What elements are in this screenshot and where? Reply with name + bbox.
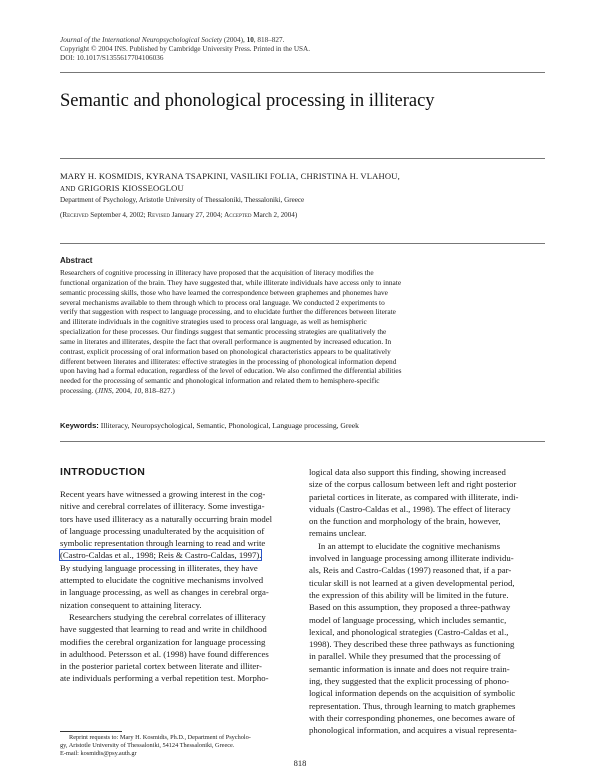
keywords: Keywords: Illiteracy, Neuropsychological, Semantic, Phonological, Language processing, Greek — [60, 421, 359, 430]
submission-dates: (Received September 4, 2002; Revised January 27, 2004; Accepted March 2, 2004) — [60, 211, 298, 219]
affiliation: Department of Psychology, Aristotle University of Thessaloniki, Thessaloniki, Greece — [60, 196, 305, 204]
abstract-line: semantic processing skills, those who have learned the correspondence between graphemes and phonemes have — [60, 287, 388, 297]
journal-citation: Journal of the International Neuropsychological Society (2004), 10, 818–827. — [60, 36, 285, 44]
abstract-line: contrast, explicit processing of oral information based on phonological characteristics appears to be qualitatively — [60, 346, 391, 356]
copyright-line: Copyright © 2004 INS. Published by Cambridge University Press. Printed in the USA. — [60, 45, 311, 53]
footnote — [60, 734, 251, 758]
abstract-heading: Abstract — [60, 256, 93, 265]
text-line: symbolic representation through learning to read and write — [60, 538, 266, 549]
authors-line-2: AND GRIGORIS KIOSSEOGLOU — [60, 183, 184, 193]
text-line: Researchers studying the cerebral correlates of illiteracy — [69, 611, 266, 622]
footnote-line: Reprint requests to: Mary H. Kosmidis, Ph.D., Department of Psycholo- — [69, 734, 251, 741]
text-line: in adulthood. Petersson et al. (1998) have found differences — [60, 648, 269, 659]
abstract-body — [60, 268, 545, 396]
abstract-rule — [60, 243, 545, 244]
abstract-line: functional organization of the brain. They have suggested that, while illiterate individuals have access only to innate — [60, 277, 402, 287]
text-line: in language processing, as well as changes in cerebral orga- — [60, 587, 269, 598]
text-line: als, Reis and Castro-Caldas (1997) reasoned that, if a par- — [309, 565, 512, 576]
text-line: ate individuals performing a verbal repetition test. Morpho- — [60, 673, 269, 684]
footnote-rule — [60, 731, 122, 732]
text-line: size of the corpus callosum between left and right posterior — [309, 479, 517, 490]
text-line: in the posterior parietal cortex between literate and illiter- — [60, 661, 262, 672]
journal-name: Journal of the International Neuropsychological Society — [60, 36, 223, 44]
abstract-line: Researchers of cognitive processing in illiteracy have proposed that the acquisition of literacy modifies the — [60, 268, 374, 277]
article-title: Semantic and phonological processing in illiteracy — [60, 91, 435, 111]
citation-link[interactable]: (Castro-Caldas et al., 1998; Reis & Castro-Caldas, 1997). — [60, 550, 262, 561]
abstract-line: verify that suggestion with respect to language processing, and to elucidate further the differences between literate — [60, 307, 396, 317]
text-line: viduals (Castro-Caldas et al., 1998). The effect of literacy — [309, 503, 511, 514]
abstract-line: processing. (JINS, 2004, 10, 818–827.) — [60, 386, 175, 396]
text-line: 1998). They described these three pathways as functioning — [309, 639, 515, 650]
abstract-line: needed for the processing of semantic and phonological information and related them to hemisphere-specific — [60, 376, 380, 386]
text-line: logical data also support this finding, showing increased — [309, 467, 506, 477]
text-line: with their corresponding phonemes, one becomes aware of — [309, 712, 516, 723]
text-line: tors have used illiteracy as a naturally occurring brain model — [60, 513, 273, 524]
text-line: remains unclear. — [309, 528, 367, 539]
text-line: Based on this assumption, they proposed a three-pathway — [309, 602, 511, 613]
text-line: phonological information, and acquires a visual representa- — [309, 725, 517, 736]
keywords-rule — [60, 441, 545, 442]
abstract-line: same in literates and illiterates, despite the fact that overall performance is augmented by increased education. In — [60, 336, 392, 346]
introduction-heading: INTRODUCTION — [60, 466, 146, 478]
top-rule — [60, 72, 545, 73]
text-line: model of language processing, which includes semantic, — [309, 614, 507, 625]
right-column — [309, 466, 547, 737]
abstract-line: several mechanisms available to them through which to process oral language. We conducted 2 experiments to — [60, 297, 385, 307]
keywords-label: Keywords: — [60, 421, 99, 430]
text-line: nitive and cerebral correlates of illiteracy. Some investiga- — [60, 501, 265, 512]
title-rule — [60, 158, 545, 159]
text-line: attempted to elucidate the cognitive mechanisms involved — [60, 575, 264, 586]
authors-line-1: MARY H. KOSMIDIS, KYRANA TSAPKINI, VASILIKI FOLIA, CHRISTINA H. VLAHOU, — [60, 171, 400, 181]
footnote-line: E-mail: kosmidis@psy.auth.gr — [60, 750, 137, 757]
text-line: In an attempt to elucidate the cognitive mechanisms — [318, 540, 500, 551]
footnote-line: gy, Aristotle University of Thessaloniki, 54124 Thessaloniki, Greece. — [60, 742, 235, 749]
text-line: on the function and morphology of the brain, however, — [309, 516, 501, 527]
text-line: have suggested that learning to read and write in childhood — [60, 624, 267, 635]
text-line: the expression of this ability will be limited in the future. — [309, 589, 509, 600]
doi-line: DOI: 10.1017/S1355617704106036 — [60, 54, 164, 62]
abstract-line: different between literates and illiterates: effective strategies in the processing of phonological information depend — [60, 356, 397, 366]
text-line: ticular skill is not learned at a given developmental period, — [309, 577, 515, 588]
page-number: 818 — [293, 758, 307, 768]
text-line: lexical, and phonological strategies (Castro-Caldas et al., — [309, 626, 509, 637]
text-line: involved in language processing among illiterate individu- — [309, 553, 514, 564]
text-line: Recent years have witnessed a growing interest in the cog- — [60, 489, 266, 499]
text-line: parietal cortices in literate, as compared with illiterate, indi- — [309, 491, 519, 502]
text-line: representation. Thus, through learning to match graphemes — [309, 700, 516, 711]
abstract-line: upon having had a formal education, regardless of the level of education. We also confirmed the differential abilities — [60, 366, 402, 376]
text-line: ing, they suggested that the explicit processing of phono- — [309, 676, 509, 687]
text-line: semantic information is innate and does not require train- — [309, 663, 510, 674]
text-line: nization consequent to attaining literacy. — [60, 599, 202, 610]
left-column — [60, 488, 295, 685]
text-line: By studying language processing in illiterates, they have — [60, 562, 258, 573]
text-line: in parallel. While they presumed that the processing of — [309, 651, 501, 662]
text-line: logical information depends on the acquisition of symbolic — [309, 688, 516, 699]
text-line: of language processing unadulterated by the acquisition of — [60, 525, 265, 536]
abstract-line: specialization for these processes. Our findings suggest that semantic processing strategies are qualitatively the — [60, 327, 387, 337]
abstract-line: and illiterate individuals in the cognitive strategies used to process oral language, as well as hemispheric — [60, 317, 367, 327]
text-line: modifies the cerebral organization for language processing — [60, 636, 266, 647]
